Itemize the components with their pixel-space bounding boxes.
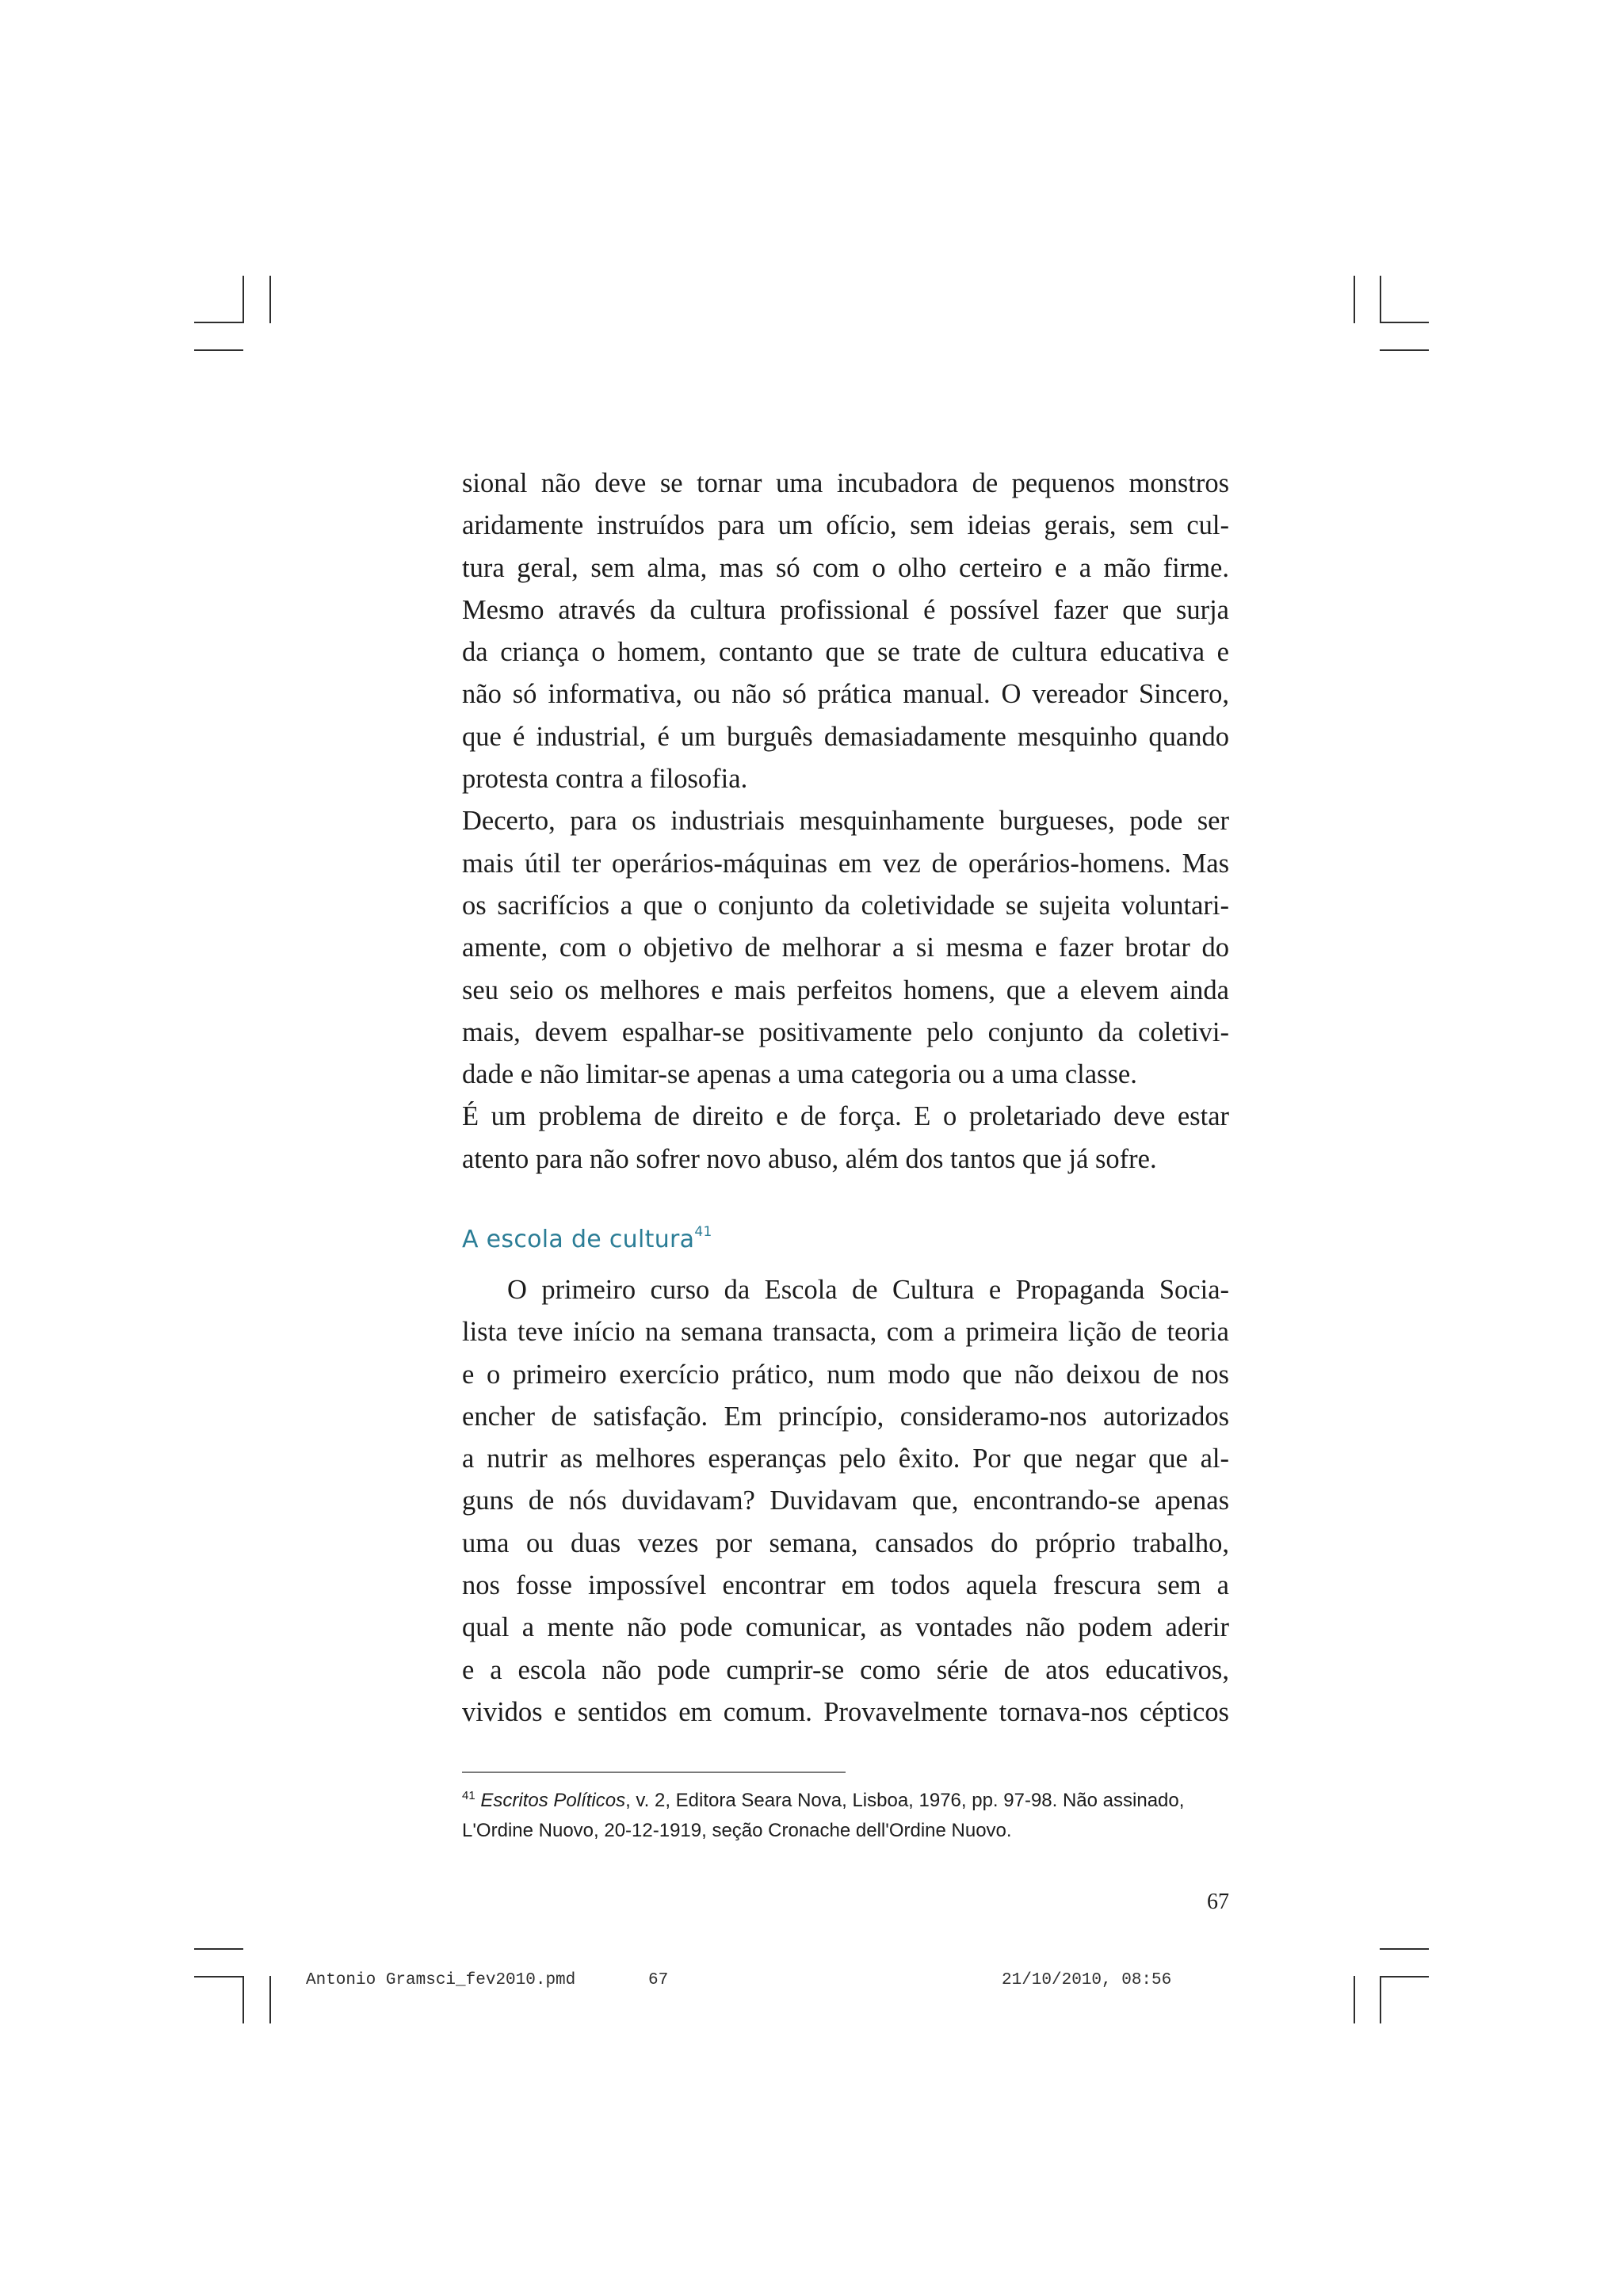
- crop-mark: [1380, 1976, 1381, 2023]
- text-line: seu seio os melhores e mais perfeitos homens, que a elevem ainda: [462, 974, 1229, 1005]
- crop-mark: [194, 1948, 243, 1950]
- crop-mark: [194, 1976, 243, 1978]
- text-line: mais, devem espalhar-se positivamente pelo conjunto da coletivi-: [462, 1016, 1229, 1047]
- text-line: encher de satisfação. Em princípio, consideramo-nos autorizados: [462, 1401, 1229, 1432]
- body-text-upper: [462, 463, 1229, 1180]
- crop-mark: [242, 276, 244, 323]
- text-line: Decerto, para os industriais mesquinhamente burgueses, pode ser: [462, 806, 1229, 837]
- text-line: da criança o homem, contanto que se trate de cultura educativa e: [462, 637, 1229, 668]
- text-line: qual a mente não pode comunicar, as vontades não podem aderir: [462, 1612, 1229, 1643]
- text-line: vividos e sentidos em comum. Provavelmente tornava-nos cépticos: [462, 1696, 1229, 1727]
- paragraph: [462, 463, 1229, 800]
- paragraph: [462, 800, 1229, 1096]
- text-line: não só informativa, ou não só prática manual. O vereador Sincero,: [462, 679, 1229, 710]
- slug-page: 67: [648, 1971, 669, 1989]
- paragraph: [462, 1269, 1229, 1733]
- text-line: amente, com o objetivo de melhorar a si mesma e fazer brotar do: [462, 933, 1229, 963]
- text-line: sional não deve se tornar uma incubadora de pequenos monstros: [462, 468, 1229, 498]
- body-text-lower: [462, 1269, 1229, 1733]
- text-line: nos fosse impossível encontrar em todos aquela frescura sem a: [462, 1570, 1229, 1601]
- footnote-reference: 41: [694, 1224, 712, 1240]
- text-line: atento para não sofrer novo abuso, além dos tantos que já sofre.: [462, 1143, 1157, 1174]
- crop-mark: [1380, 349, 1429, 351]
- footnote-citation: , v. 2, Editora Seara Nova, Lisboa, 1976, pp. 97-98. Não assinado,: [625, 1790, 1185, 1811]
- text-line: dade e não limitar-se apenas a uma categoria ou a uma classe.: [462, 1059, 1137, 1090]
- crop-mark: [194, 322, 243, 323]
- crop-mark: [269, 1976, 271, 2023]
- crop-mark: [1354, 1976, 1355, 2023]
- footnote-number: 41: [462, 1789, 475, 1802]
- text-line: mais útil ter operários-máquinas em vez de operários-homens. Mas: [462, 848, 1229, 879]
- crop-mark: [1380, 276, 1381, 323]
- text-line: uma ou duas vezes por semana, cansados do próprio trabalho,: [462, 1527, 1229, 1558]
- text-line: e o primeiro exercício prático, num modo que não deixou de nos: [462, 1359, 1229, 1390]
- crop-mark: [1380, 1948, 1429, 1950]
- text-line: protesta contra a filosofia.: [462, 764, 748, 795]
- text-line: Mesmo através da cultura profissional é possível fazer que surja: [462, 594, 1229, 625]
- footnote-title: Escritos Políticos: [480, 1790, 626, 1811]
- section-heading-text: A escola de cultura: [462, 1226, 695, 1253]
- slug-file-name: Antonio Gramsci_fev2010.pmd: [306, 1971, 576, 1989]
- footnote: [462, 1781, 1229, 1846]
- text-line: os sacrifícios a que o conjunto da coletividade se sujeita voluntari-: [462, 890, 1229, 921]
- footnote-line: L'Ordine Nuovo, 20-12-1919, seção Cronache dell'Ordine Nuovo.: [462, 1820, 1012, 1841]
- text-line: É um problema de direito e de força. E o proletariado deve estar: [462, 1101, 1229, 1132]
- text-line: e a escola não pode cumprir-se como série de atos educativos,: [462, 1654, 1229, 1685]
- footnote-divider: [462, 1772, 846, 1773]
- paragraph: [462, 1096, 1229, 1180]
- crop-mark: [1354, 276, 1355, 323]
- footnote-line: [462, 1781, 1229, 1816]
- page-number: 67: [1207, 1890, 1229, 1914]
- crop-mark: [1380, 1976, 1429, 1978]
- crop-mark: [194, 349, 243, 351]
- slug-timestamp: 21/10/2010, 08:56: [1002, 1971, 1172, 1989]
- text-line: tura geral, sem alma, mas só com o olho certeiro e a mão firme.: [462, 552, 1229, 583]
- text-line: lista teve início na semana transacta, com a primeira lição de teoria: [462, 1317, 1229, 1348]
- text-line: O primeiro curso da Escola de Cultura e Propaganda Socia-: [507, 1275, 1229, 1305]
- crop-mark: [269, 276, 271, 323]
- text-line: guns de nós duvidavam? Duvidavam que, encontrando-se apenas: [462, 1486, 1229, 1516]
- crop-mark: [242, 1976, 244, 2023]
- section-heading: [462, 1224, 712, 1253]
- text-line: que é industrial, é um burguês demasiadamente mesquinho quando: [462, 721, 1229, 752]
- text-line: a nutrir as melhores esperanças pelo êxito. Por que negar que al-: [462, 1444, 1229, 1474]
- text-line: aridamente instruídos para um ofício, sem ideias gerais, sem cul-: [462, 510, 1229, 541]
- crop-mark: [1380, 322, 1429, 323]
